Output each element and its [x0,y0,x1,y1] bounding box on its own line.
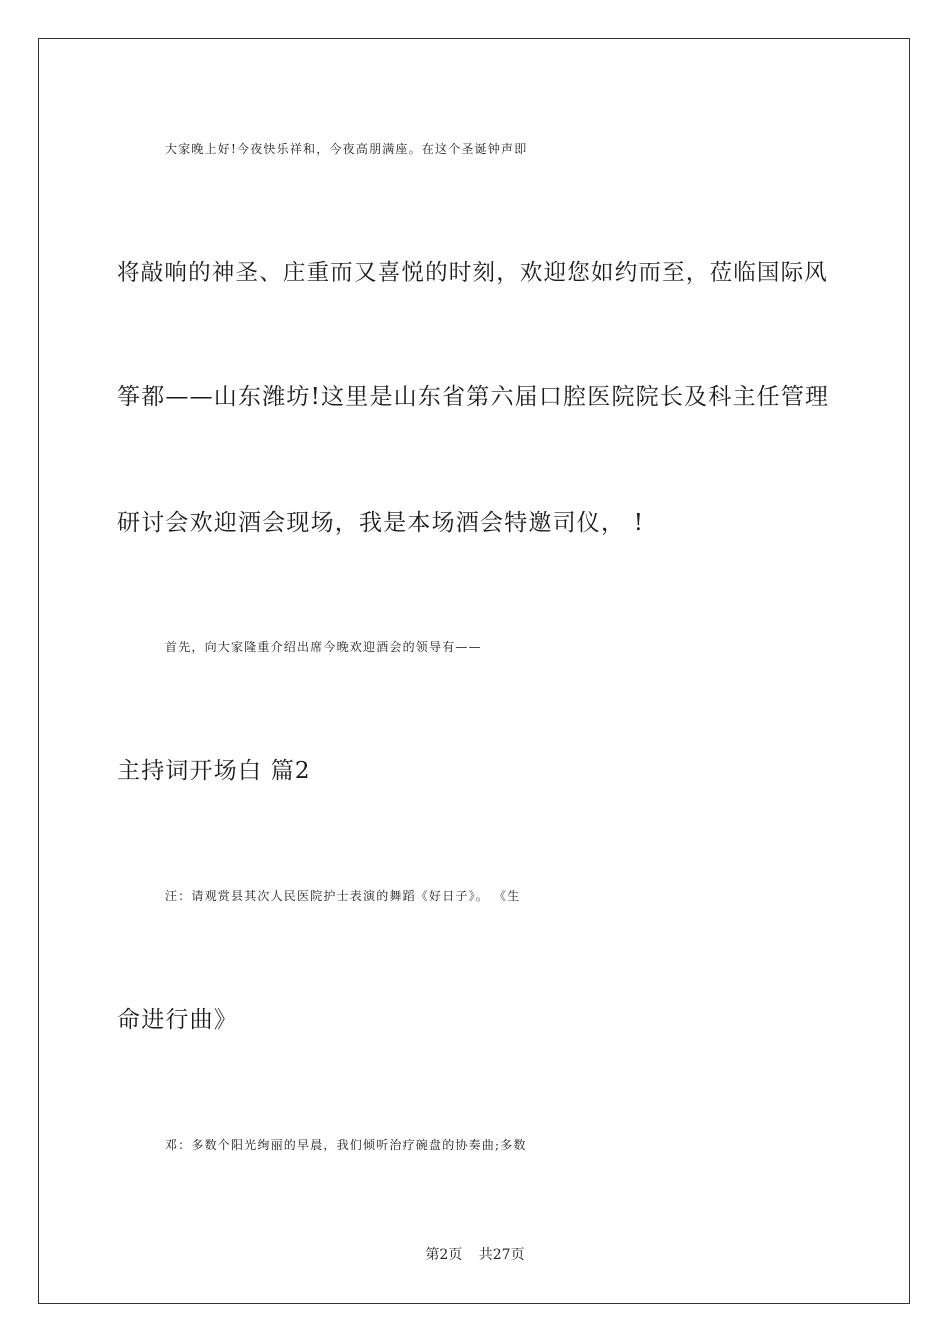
paragraph-line-6: 汪：请观赏县其次人民医院护士表演的舞蹈《好日子》。 《生 [165,889,521,903]
paragraph-line-8: 邓：多数个阳光绚丽的早晨，我们倾听治疗碗盘的协奏曲;多数 [165,1138,527,1152]
section-heading: 主持词开场白 篇2 [117,758,311,784]
paragraph-line-1: 大家晚上好!今夜快乐祥和，今夜高朋满座。在这个圣诞钟声即 [165,142,528,156]
paragraph-line-7: 命进行曲》 [117,1007,238,1033]
paragraph-line-4: 研讨会欢迎酒会现场，我是本场酒会特邀司仪， ! [117,510,645,536]
page-total: 共27页 [478,1247,525,1263]
paragraph-line-3: 筝都——山东潍坊!这里是山东省第六届口腔医院院长及科主任管理 [117,384,830,410]
paragraph-line-2: 将敲响的神圣、庄重而又喜悦的时刻，欢迎您如约而至，莅临国际风 [117,260,829,286]
page-number: 第2页 [425,1247,463,1263]
page-footer [0,1246,950,1264]
paragraph-line-5: 首先，向大家隆重介绍出席今晚欢迎酒会的领导有—— [165,640,482,654]
page-border [38,38,910,1304]
